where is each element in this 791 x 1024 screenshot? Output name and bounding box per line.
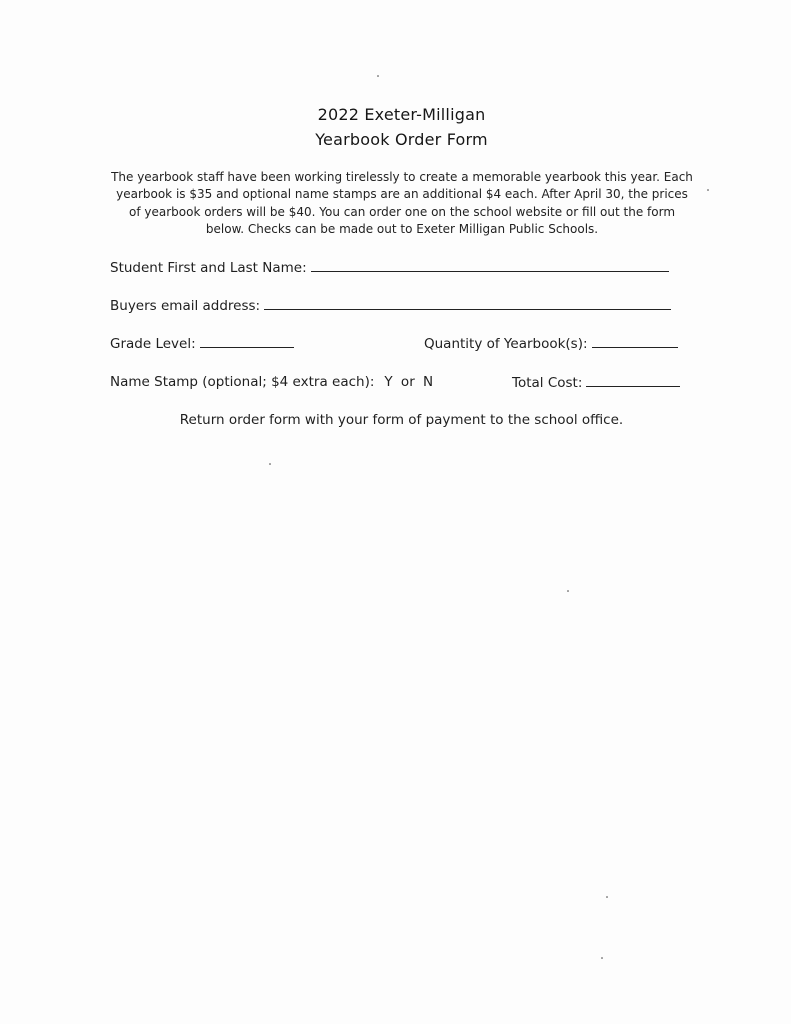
buyer-email-field: [110, 297, 671, 314]
total-cost-blank[interactable]: [586, 374, 680, 387]
buyer-email-blank[interactable]: [264, 297, 671, 310]
scan-speck: [707, 189, 709, 191]
grade-level-field: [110, 335, 294, 352]
student-name-blank[interactable]: [311, 259, 669, 272]
form-title-line-1: 2022 Exeter-Milligan: [317, 105, 486, 124]
scan-speck: [601, 957, 603, 959]
student-name-field: [110, 259, 669, 276]
scan-speck: [377, 75, 379, 77]
student-name-label: Student First and Last Name:: [110, 260, 307, 276]
name-stamp-field: [110, 374, 433, 390]
grade-level-blank[interactable]: [200, 335, 294, 348]
scan-speck: [606, 896, 608, 898]
quantity-field: [424, 335, 678, 352]
intro-paragraph: The yearbook staff have been working tirelessly to create a memorable yearbook this year. Each yearbook is $35 and optional name stamps are an additional $4 each. After April 30, the prices of yearbook orders will be $40. You can order one on the school website or fill out the form below. Checks can be made out to Exeter Milligan Public Schools.: [111, 170, 693, 236]
form-title-line-2: Yearbook Order Form: [315, 130, 488, 149]
total-cost-label: Total Cost:: [512, 375, 583, 391]
name-stamp-label: Name Stamp (optional; $4 extra each):: [110, 374, 375, 390]
return-instructions: Return order form with your form of payment to the school office.: [179, 412, 624, 428]
scan-speck: [269, 463, 271, 465]
quantity-blank[interactable]: [592, 335, 678, 348]
buyer-email-label: Buyers email address:: [110, 298, 261, 314]
quantity-label: Quantity of Yearbook(s):: [424, 336, 588, 352]
scan-speck: [567, 590, 569, 592]
total-cost-field: [512, 374, 680, 391]
grade-level-label: Grade Level:: [110, 336, 196, 352]
name-stamp-options[interactable]: Y or N: [384, 374, 434, 390]
